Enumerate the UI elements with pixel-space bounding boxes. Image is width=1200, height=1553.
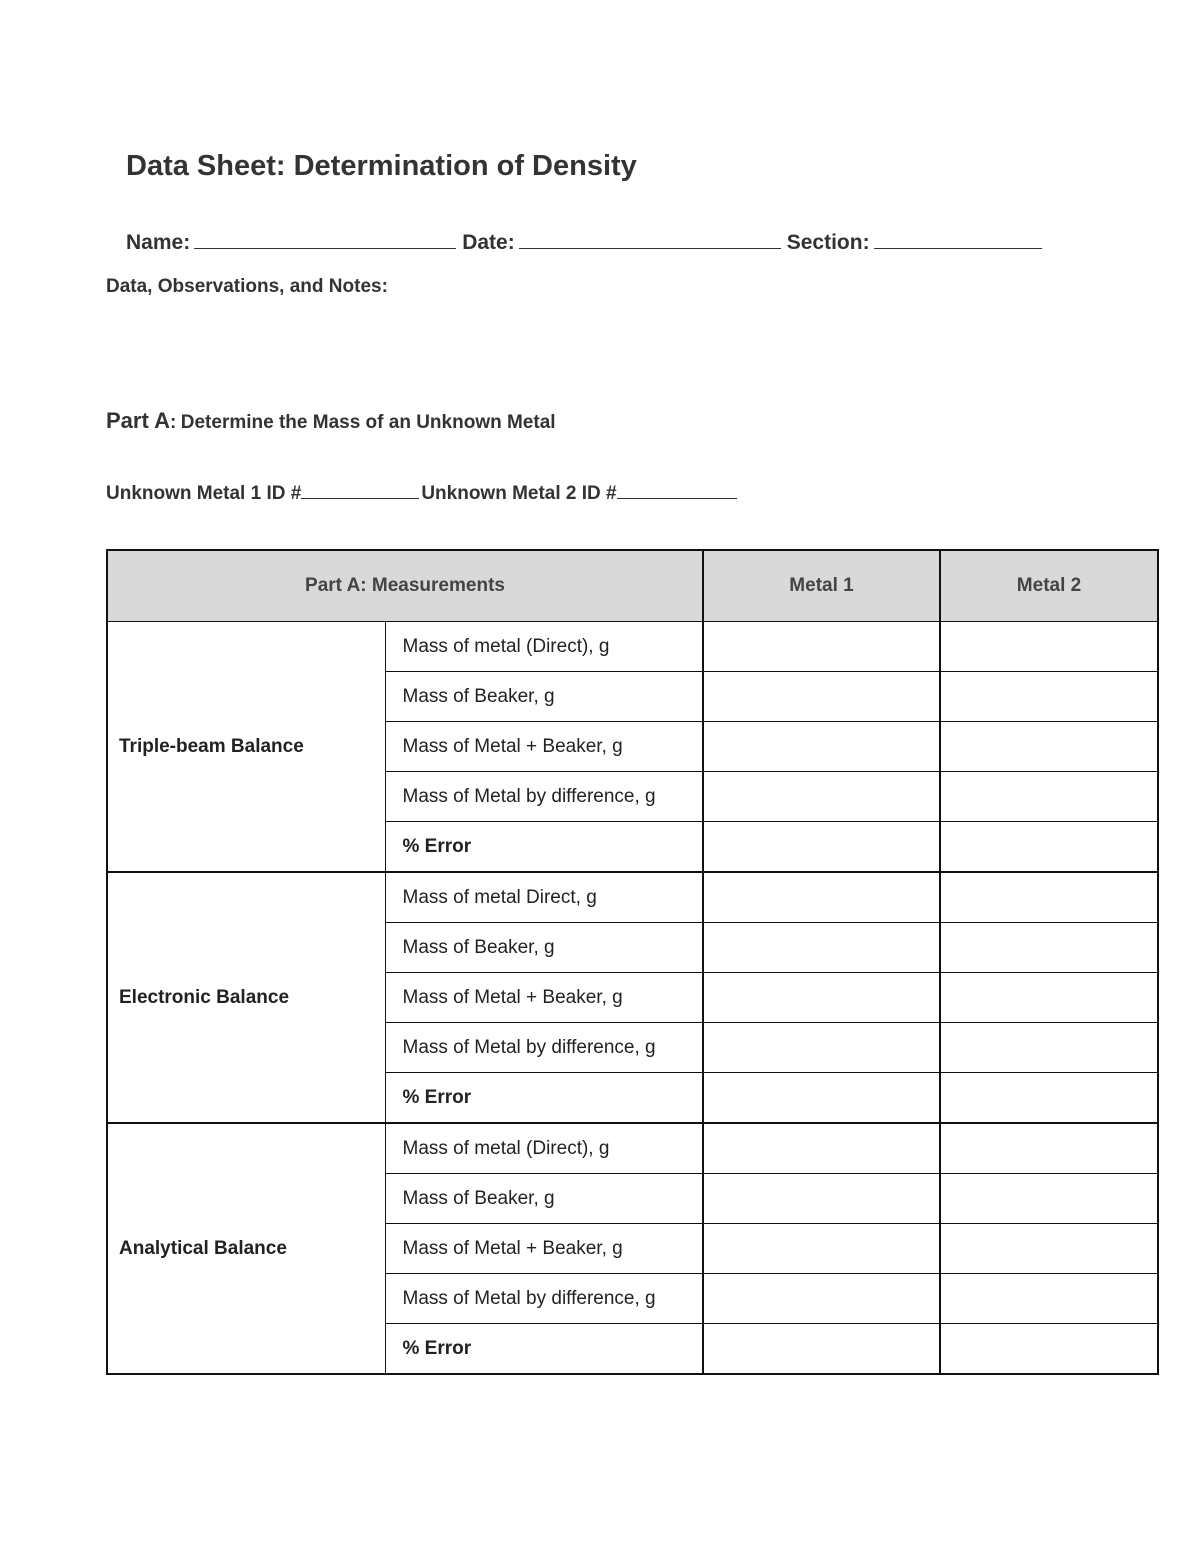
part-a-colon: : [169, 412, 177, 433]
measurement-label: Mass of Metal + Beaker, g [385, 1224, 703, 1274]
measurement-label: Mass of Beaker, g [385, 1174, 703, 1224]
header-metal-1: Metal 1 [703, 550, 940, 622]
metal-2-value-cell[interactable] [940, 622, 1158, 672]
metal-1-value-cell[interactable] [703, 772, 940, 822]
metal-1-value-cell[interactable] [703, 672, 940, 722]
table-row [107, 872, 1158, 923]
name-label: Name: [126, 231, 191, 254]
metal-2-value-cell[interactable] [940, 722, 1158, 772]
metal-1-value-cell[interactable] [703, 1073, 940, 1124]
unknown-metal-1-label: Unknown Metal 1 ID # [106, 483, 302, 504]
measurements-table [106, 549, 1159, 1375]
metal-1-value-cell[interactable] [703, 1174, 940, 1224]
balance-group-label: Electronic Balance [107, 872, 385, 1123]
header-metal-2: Metal 2 [940, 550, 1158, 622]
metal-1-value-cell[interactable] [703, 622, 940, 672]
measurement-label: Mass of Metal + Beaker, g [385, 973, 703, 1023]
metal-2-value-cell[interactable] [940, 1324, 1158, 1375]
measurement-label: Mass of metal Direct, g [385, 872, 703, 923]
measurement-label: Mass of metal (Direct), g [385, 1123, 703, 1174]
table-header-row [107, 550, 1158, 622]
student-info-line [126, 228, 1048, 255]
metal-1-value-cell[interactable] [703, 1123, 940, 1174]
balance-group-label: Analytical Balance [107, 1123, 385, 1374]
metal-2-value-cell[interactable] [940, 772, 1158, 822]
page-title: Data Sheet: Determination of Density [126, 150, 637, 182]
metal-2-value-cell[interactable] [940, 1174, 1158, 1224]
measurement-label: Mass of metal (Direct), g [385, 622, 703, 672]
measurement-label: % Error [385, 1073, 703, 1124]
metal-1-value-cell[interactable] [703, 1324, 940, 1375]
section-field[interactable] [874, 228, 1042, 249]
header-measurements: Part A: Measurements [107, 550, 703, 622]
metal-1-value-cell[interactable] [703, 822, 940, 873]
unknown-metal-1-id-field[interactable] [301, 480, 419, 499]
section-label: Section: [786, 231, 870, 254]
measurement-label: Mass of Metal by difference, g [385, 772, 703, 822]
unknown-metal-2-id-field[interactable] [617, 480, 737, 499]
unknown-id-line [106, 480, 739, 505]
date-field[interactable] [519, 228, 781, 249]
measurement-label: Mass of Metal by difference, g [385, 1023, 703, 1073]
part-a-label: Part A [106, 408, 170, 433]
measurement-label: Mass of Beaker, g [385, 672, 703, 722]
part-a-description: Determine the Mass of an Unknown Metal [180, 412, 556, 433]
balance-group-label: Triple-beam Balance [107, 622, 385, 873]
measurement-label: Mass of Metal + Beaker, g [385, 722, 703, 772]
metal-2-value-cell[interactable] [940, 822, 1158, 873]
metal-1-value-cell[interactable] [703, 872, 940, 923]
metal-2-value-cell[interactable] [940, 973, 1158, 1023]
metal-1-value-cell[interactable] [703, 722, 940, 772]
metal-1-value-cell[interactable] [703, 923, 940, 973]
metal-1-value-cell[interactable] [703, 1023, 940, 1073]
metal-1-value-cell[interactable] [703, 1224, 940, 1274]
name-field[interactable] [194, 228, 456, 249]
metal-2-value-cell[interactable] [940, 872, 1158, 923]
measurement-label: % Error [385, 822, 703, 873]
measurement-label: Mass of Metal by difference, g [385, 1274, 703, 1324]
metal-2-value-cell[interactable] [940, 923, 1158, 973]
metal-2-value-cell[interactable] [940, 1123, 1158, 1174]
table-row [107, 1123, 1158, 1174]
metal-2-value-cell[interactable] [940, 1224, 1158, 1274]
measurement-label: Mass of Beaker, g [385, 923, 703, 973]
measurement-label: % Error [385, 1324, 703, 1375]
unknown-metal-2-label: Unknown Metal 2 ID # [421, 483, 617, 504]
metal-1-value-cell[interactable] [703, 973, 940, 1023]
metal-2-value-cell[interactable] [940, 1023, 1158, 1073]
table-row [107, 622, 1158, 672]
part-a-heading [106, 408, 556, 434]
metal-1-value-cell[interactable] [703, 1274, 940, 1324]
table-body [107, 622, 1158, 1375]
metal-2-value-cell[interactable] [940, 1274, 1158, 1324]
metal-2-value-cell[interactable] [940, 672, 1158, 722]
metal-2-value-cell[interactable] [940, 1073, 1158, 1124]
date-label: Date: [462, 231, 515, 254]
notes-label: Data, Observations, and Notes: [106, 276, 388, 297]
